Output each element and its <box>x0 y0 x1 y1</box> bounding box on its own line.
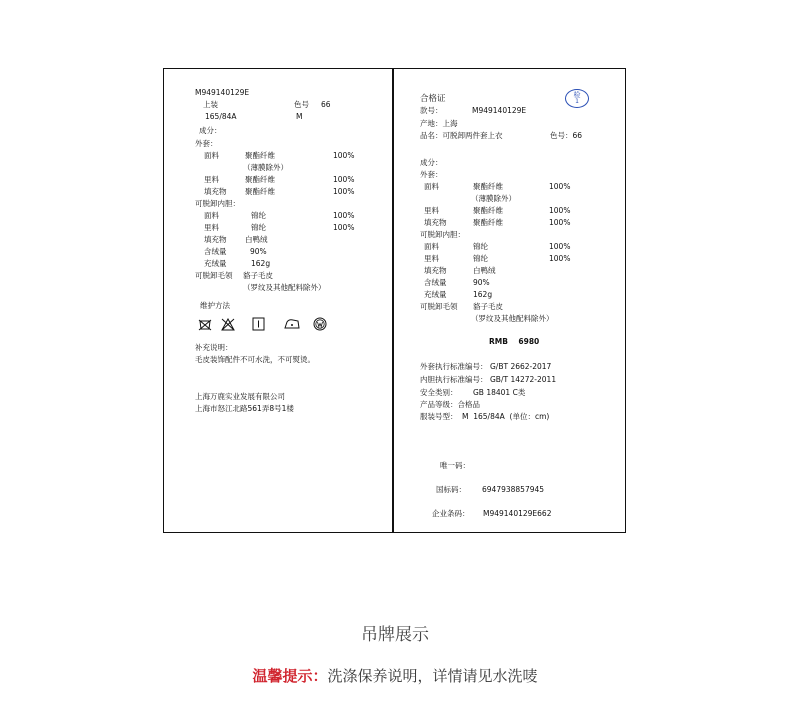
inner-filling-material: 白鸭绒 <box>245 235 268 244</box>
r-inner-fabric-label: 面料 <box>424 242 439 251</box>
r-collar-label: 可脱卸毛领 <box>420 302 458 311</box>
iron-icon <box>284 318 300 330</box>
fabric-pct: 100% <box>333 151 355 160</box>
tag-divider <box>392 69 394 532</box>
color-label: 色号 <box>294 100 309 109</box>
r-fill-amount-value: 162g <box>473 290 493 299</box>
barcode-value: 6947938857945 <box>482 485 545 494</box>
fabric-label: 面料 <box>204 151 219 160</box>
r-lining-pct: 100% <box>549 206 571 215</box>
std-inner-value: GB/T 14272-2011 <box>490 375 557 384</box>
no-bleach-icon <box>198 318 212 331</box>
inner-lining-material: 锦纶 <box>251 223 266 232</box>
company-address: 上海市怒江北路561弄8号1楼 <box>195 404 294 413</box>
fill-amount-label: 充绒量 <box>204 259 227 268</box>
tip-text: 洗涤保养说明，详情请见水洗唛 <box>327 667 538 685</box>
r-inner-lining-label: 里料 <box>424 254 439 263</box>
filling-material: 聚酯纤维 <box>245 187 275 196</box>
r-filling-pct: 100% <box>549 218 571 227</box>
no-tumble-dry-icon <box>221 318 235 331</box>
down-content-label: 含绒量 <box>204 247 227 256</box>
r-down-content-label: 含绒量 <box>424 278 447 287</box>
filling-label: 填充物 <box>204 187 227 196</box>
unique-code-label: 唯一码： <box>440 461 470 470</box>
inner-lining-pct: 100% <box>333 223 355 232</box>
warm-tip <box>0 665 790 686</box>
trim-note: （罗纹及其他配料除外） <box>243 283 326 292</box>
section-caption: 吊牌展示 <box>361 625 429 645</box>
type-label: 上装 <box>203 100 218 109</box>
r-collar-material: 貉子毛皮 <box>473 302 503 311</box>
r-inner-filling-label: 填充物 <box>424 266 447 275</box>
garment-size-label: 服装号型： <box>420 412 458 421</box>
inner-filling-label: 填充物 <box>204 235 227 244</box>
origin: 产地：上海 <box>420 119 458 128</box>
lining-label: 里料 <box>204 175 219 184</box>
note-text: 毛皮装饰配件不可水洗，不可熨烫。 <box>195 355 315 364</box>
grade: 产品等级：合格品 <box>420 400 480 409</box>
r-inner-filling-material: 白鸭绒 <box>473 266 496 275</box>
r-filling-label: 填充物 <box>424 218 447 227</box>
company-name: 上海万鹿实业发展有限公司 <box>195 392 285 401</box>
r-film-note: （薄膜除外） <box>471 194 516 203</box>
down-content-value: 90% <box>250 247 267 256</box>
care-label: 维护方法 <box>200 301 230 310</box>
barcode-label: 国标码： <box>436 485 466 494</box>
r-inner-label: 可脱卸内胆： <box>420 230 465 239</box>
size-value: 165/84A <box>205 112 237 121</box>
outer-label: 外套： <box>195 139 218 148</box>
r-down-content-value: 90% <box>473 278 490 287</box>
inner-fabric-label: 面料 <box>204 211 219 220</box>
r-lining-material: 聚酯纤维 <box>473 206 503 215</box>
r-inner-lining-material: 锦纶 <box>473 254 488 263</box>
r-fabric-material: 聚酯纤维 <box>473 182 503 191</box>
film-note: （薄膜除外） <box>243 163 288 172</box>
tip-label: 温馨提示： <box>252 667 328 685</box>
r-fabric-label: 面料 <box>424 182 439 191</box>
r-inner-fabric-pct: 100% <box>549 242 571 251</box>
std-inner-label: 内胆执行标准编号： <box>420 375 488 384</box>
note-title: 补充说明： <box>195 343 233 352</box>
stamp-number: 1 <box>575 98 579 105</box>
r-inner-lining-pct: 100% <box>549 254 571 263</box>
inner-lining-label: 里料 <box>204 223 219 232</box>
safety-value: GB 18401 C类 <box>473 388 526 397</box>
lining-material: 聚酯纤维 <box>245 175 275 184</box>
inner-label: 可脱卸内胆： <box>195 199 240 208</box>
collar-material: 貉子毛皮 <box>243 271 273 280</box>
fabric-material: 聚酯纤维 <box>245 151 275 160</box>
price: RMB 6980 <box>489 337 540 346</box>
r-trim-note: （罗纹及其他配料除外） <box>471 314 554 323</box>
inspection-stamp <box>565 89 589 108</box>
inner-fabric-material: 锦纶 <box>251 211 266 220</box>
stamp-char: 检 <box>573 91 581 99</box>
style-label: 款号： <box>420 106 443 115</box>
std-outer-value: G/BT 2662-2017 <box>490 362 552 371</box>
r-fabric-pct: 100% <box>549 182 571 191</box>
dry-clean-icon <box>313 317 327 331</box>
lining-pct: 100% <box>333 175 355 184</box>
r-lining-label: 里料 <box>424 206 439 215</box>
filling-pct: 100% <box>333 187 355 196</box>
r-filling-material: 聚酯纤维 <box>473 218 503 227</box>
line-dry-icon <box>252 317 265 331</box>
r-composition-label: 成分： <box>420 158 443 167</box>
inner-fabric-pct: 100% <box>333 211 355 220</box>
r-fill-amount-label: 充绒量 <box>424 290 447 299</box>
enterprise-code-value: M949140129E662 <box>483 509 552 518</box>
color-value: 66 <box>321 100 331 109</box>
garment-size-value: M 165/84A (单位：cm) <box>462 412 550 421</box>
r-inner-fabric-material: 锦纶 <box>473 242 488 251</box>
cert-title: 合格证 <box>420 94 446 104</box>
color-number: 色号：66 <box>550 131 583 140</box>
style-code: M949140129E <box>195 88 250 97</box>
enterprise-code-label: 企业条码： <box>432 509 470 518</box>
collar-label: 可脱卸毛领 <box>195 271 233 280</box>
composition-label: 成分： <box>199 126 222 135</box>
product-name: 品名：可脱卸两件套上衣 <box>420 131 503 140</box>
std-outer-label: 外套执行标准编号： <box>420 362 488 371</box>
fill-amount-value: 162g <box>251 259 271 268</box>
safety-label: 安全类别： <box>420 388 458 397</box>
r-outer-label: 外套： <box>420 170 443 179</box>
style-value: M949140129E <box>472 106 527 115</box>
size-letter: M <box>296 112 303 121</box>
